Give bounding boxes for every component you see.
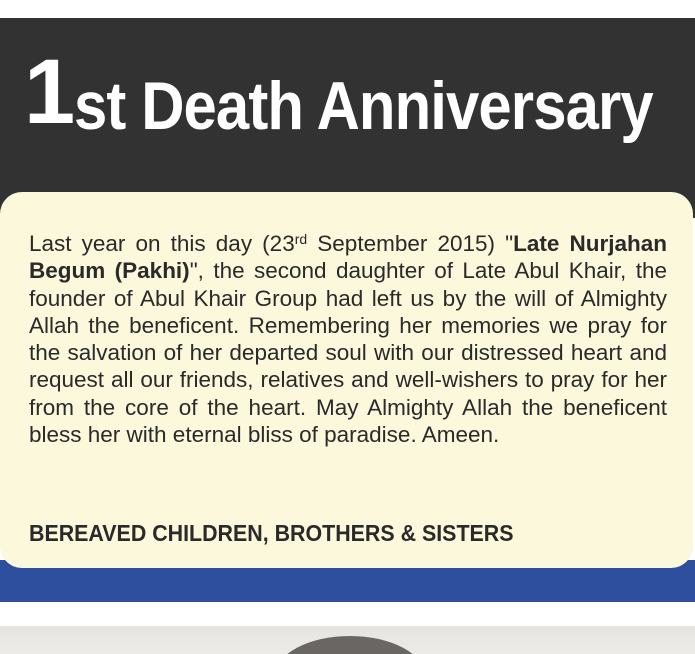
title-number: 1 (24, 41, 75, 143)
portrait-photo (0, 626, 695, 654)
message-part-1: Last year on this day (23 (29, 231, 295, 256)
ordinal-suffix: rd (294, 231, 308, 247)
message-part-3: ", the second daughter of Late Abul Khair, the founder of Abul Khair Group had left us by the will of Almighty Allah the beneficent. Remembering her memories we pray for the salvation of her departed soul with our distressed heart and request all our friends, relatives and well-wishers to pray for her from the core of the heart. May Almighty Allah the beneficent bless her with eternal bliss of paradise. Ameen. (29, 258, 667, 448)
signoff: BEREAVED CHILDREN, BROTHERS & SISTERS (29, 520, 514, 546)
deceased-name: Late Nurjahan Begum (Pakhi) (29, 231, 668, 284)
portrait-head-silhouette (275, 636, 425, 654)
message-panel (0, 192, 693, 568)
title-text: st Death Anniversary (74, 68, 653, 144)
message-part-2: September 2015) " (307, 231, 514, 256)
page-title (24, 41, 684, 144)
memorial-message (29, 230, 667, 448)
